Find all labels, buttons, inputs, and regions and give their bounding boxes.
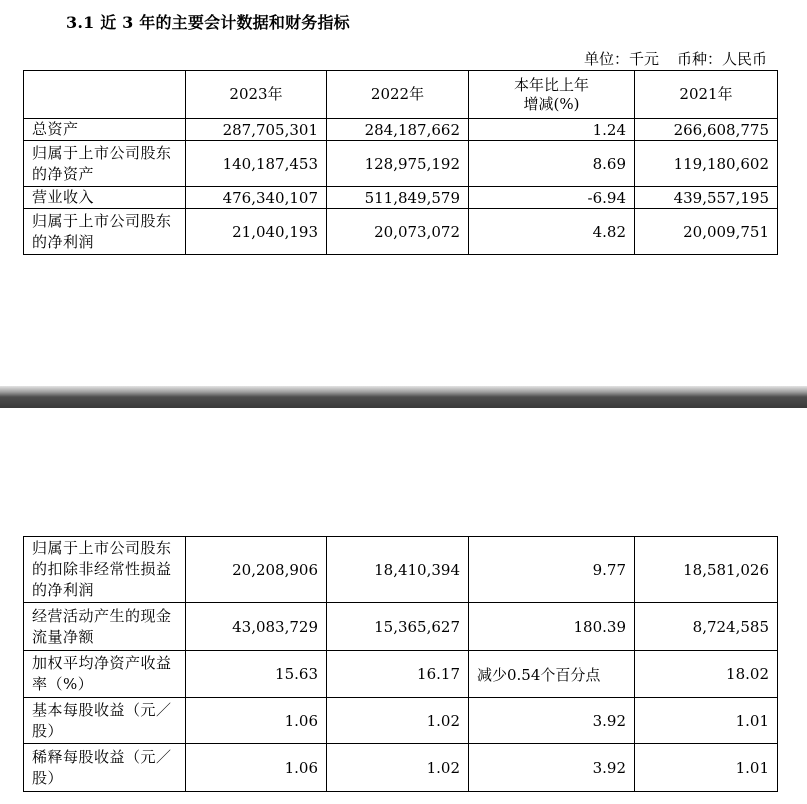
cell-2021: 1.01 (635, 744, 778, 792)
table-row (24, 141, 778, 187)
cell-2021: 18.02 (635, 651, 778, 698)
table-row (24, 603, 778, 651)
header-2021: 2021年 (635, 71, 778, 119)
cell-2023: 476,340,107 (186, 187, 327, 209)
cell-change: -6.94 (469, 187, 635, 209)
unit-label: 单位：千元 (583, 50, 659, 68)
table-row (24, 537, 778, 603)
cell-2022: 1.02 (327, 698, 469, 744)
cell-2023: 140,187,453 (186, 141, 327, 187)
cell-change: 3.92 (469, 744, 635, 792)
cell-2023: 43,083,729 (186, 603, 327, 651)
row-label: 基本每股收益（元／股） (24, 698, 186, 744)
row-label: 营业收入 (24, 187, 186, 209)
cell-2021: 439,557,195 (635, 187, 778, 209)
financial-table-top (23, 70, 778, 255)
cell-change: 4.82 (469, 209, 635, 255)
cell-2022: 20,073,072 (327, 209, 469, 255)
table-row (24, 698, 778, 744)
cell-2021: 8,724,585 (635, 603, 778, 651)
row-label: 归属于上市公司股东的净资产 (24, 141, 186, 187)
cell-2023: 1.06 (186, 698, 327, 744)
cell-2023: 20,208,906 (186, 537, 327, 603)
table-row (24, 744, 778, 792)
row-label: 加权平均净资产收益率（%） (24, 651, 186, 698)
cell-2023: 287,705,301 (186, 119, 327, 141)
cell-2021: 1.01 (635, 698, 778, 744)
cell-2023: 15.63 (186, 651, 327, 698)
cell-2023: 21,040,193 (186, 209, 327, 255)
row-label: 总资产 (24, 119, 186, 141)
cell-2023: 1.06 (186, 744, 327, 792)
header-change-line2: 增减(%) (523, 94, 580, 113)
cell-change: 3.92 (469, 698, 635, 744)
cell-change: 180.39 (469, 603, 635, 651)
section-title: 3.1 近 3 年的主要会计数据和财务指标 (66, 13, 350, 32)
header-2023: 2023年 (186, 71, 327, 119)
row-label: 稀释每股收益（元／股） (24, 744, 186, 792)
cell-change: 减少0.54个百分点 (469, 651, 635, 698)
cell-2022: 15,365,627 (327, 603, 469, 651)
unit-line (584, 48, 767, 69)
cell-change: 9.77 (469, 537, 635, 603)
row-label: 归属于上市公司股东的扣除非经常性损益的净利润 (24, 537, 186, 603)
header-change (469, 71, 635, 119)
cell-2022: 511,849,579 (327, 187, 469, 209)
table-header-row (24, 71, 778, 119)
header-2022: 2022年 (327, 71, 469, 119)
cell-2021: 119,180,602 (635, 141, 778, 187)
cell-2021: 18,581,026 (635, 537, 778, 603)
cell-change: 1.24 (469, 119, 635, 141)
financial-table-bottom (23, 536, 778, 792)
cell-2021: 20,009,751 (635, 209, 778, 255)
cell-2021: 266,608,775 (635, 119, 778, 141)
table-row (24, 119, 778, 141)
row-label: 经营活动产生的现金流量净额 (24, 603, 186, 651)
cell-2022: 16.17 (327, 651, 469, 698)
row-label: 归属于上市公司股东的净利润 (24, 209, 186, 255)
table-row (24, 651, 778, 698)
table-row (24, 187, 778, 209)
header-change-line1: 本年比上年 (513, 75, 589, 94)
cell-2022: 128,975,192 (327, 141, 469, 187)
page-divider (0, 386, 807, 408)
header-item (24, 71, 186, 119)
cell-2022: 284,187,662 (327, 119, 469, 141)
cell-2022: 18,410,394 (327, 537, 469, 603)
cell-2022: 1.02 (327, 744, 469, 792)
table-row (24, 209, 778, 255)
cell-change: 8.69 (469, 141, 635, 187)
currency-label: 币种：人民币 (676, 50, 767, 68)
